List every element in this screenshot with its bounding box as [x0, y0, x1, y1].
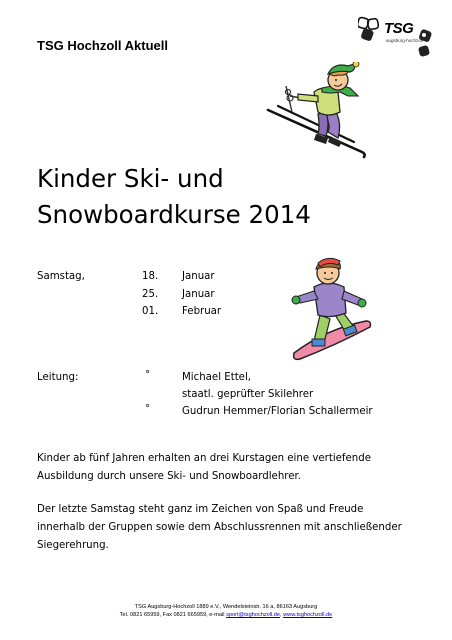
email-link[interactable]: sport@tsghochzoll.de — [226, 612, 280, 618]
website-link[interactable]: www.tsghochzoll.de — [283, 612, 333, 618]
paragraph-line: Kinder ab fünf Jahren erhalten an drei Kurstagen eine vertiefende — [37, 453, 371, 464]
skier-illustration — [262, 62, 370, 168]
title-line-1: Kinder Ski- und — [37, 164, 224, 193]
schedule-month: Januar — [182, 289, 215, 300]
footer-separator: , — [280, 612, 282, 618]
footer-contact — [0, 612, 452, 618]
schedule-day: 18. — [142, 271, 159, 282]
leitung-name: Gudrun Hemmer/Florian Schallermeir — [182, 406, 373, 417]
tsg-logo — [358, 16, 434, 60]
schedule-month: Februar — [182, 306, 222, 317]
header-title: TSG Hochzoll Aktuell — [37, 38, 168, 53]
paragraph-line: innerhalb der Gruppen sowie dem Abschlussrennen mit anschließender — [37, 522, 402, 533]
bullet-icon: ° — [145, 370, 151, 381]
paragraph-line: Siegerehrung. — [37, 540, 109, 551]
schedule-day: 25. — [142, 289, 159, 300]
footer-address: TSG Augsburg-Hochzoll 1889 e.V., Wendelsteinstr. 16 a, 86163 Augsburg — [134, 604, 318, 610]
schedule-label: Samstag, — [37, 271, 85, 282]
paragraph-line: Der letzte Samstag steht ganz im Zeichen von Spaß und Freude — [37, 504, 364, 515]
footer-phone: Tel. 0821 65959, Fax 0821 665959, e-mail — [119, 612, 225, 618]
logo-text: TSG — [384, 20, 414, 37]
schedule-month: Januar — [182, 271, 215, 282]
leitung-name: Michael Ettel, — [182, 372, 252, 383]
title-line-2: Snowboardkurse 2014 — [37, 200, 311, 229]
bullet-icon: ° — [145, 404, 151, 415]
snowboarder-illustration — [290, 255, 372, 373]
paragraph-line: Ausbildung durch unsere Ski- und Snowboardlehrer. — [37, 471, 302, 482]
schedule-day: 01. — [142, 306, 159, 317]
leitung-label: Leitung: — [37, 372, 79, 383]
logo-subtitle: augsburg-hochzoll — [386, 38, 423, 43]
leitung-detail: staatl. geprüfter Skilehrer — [182, 389, 314, 400]
